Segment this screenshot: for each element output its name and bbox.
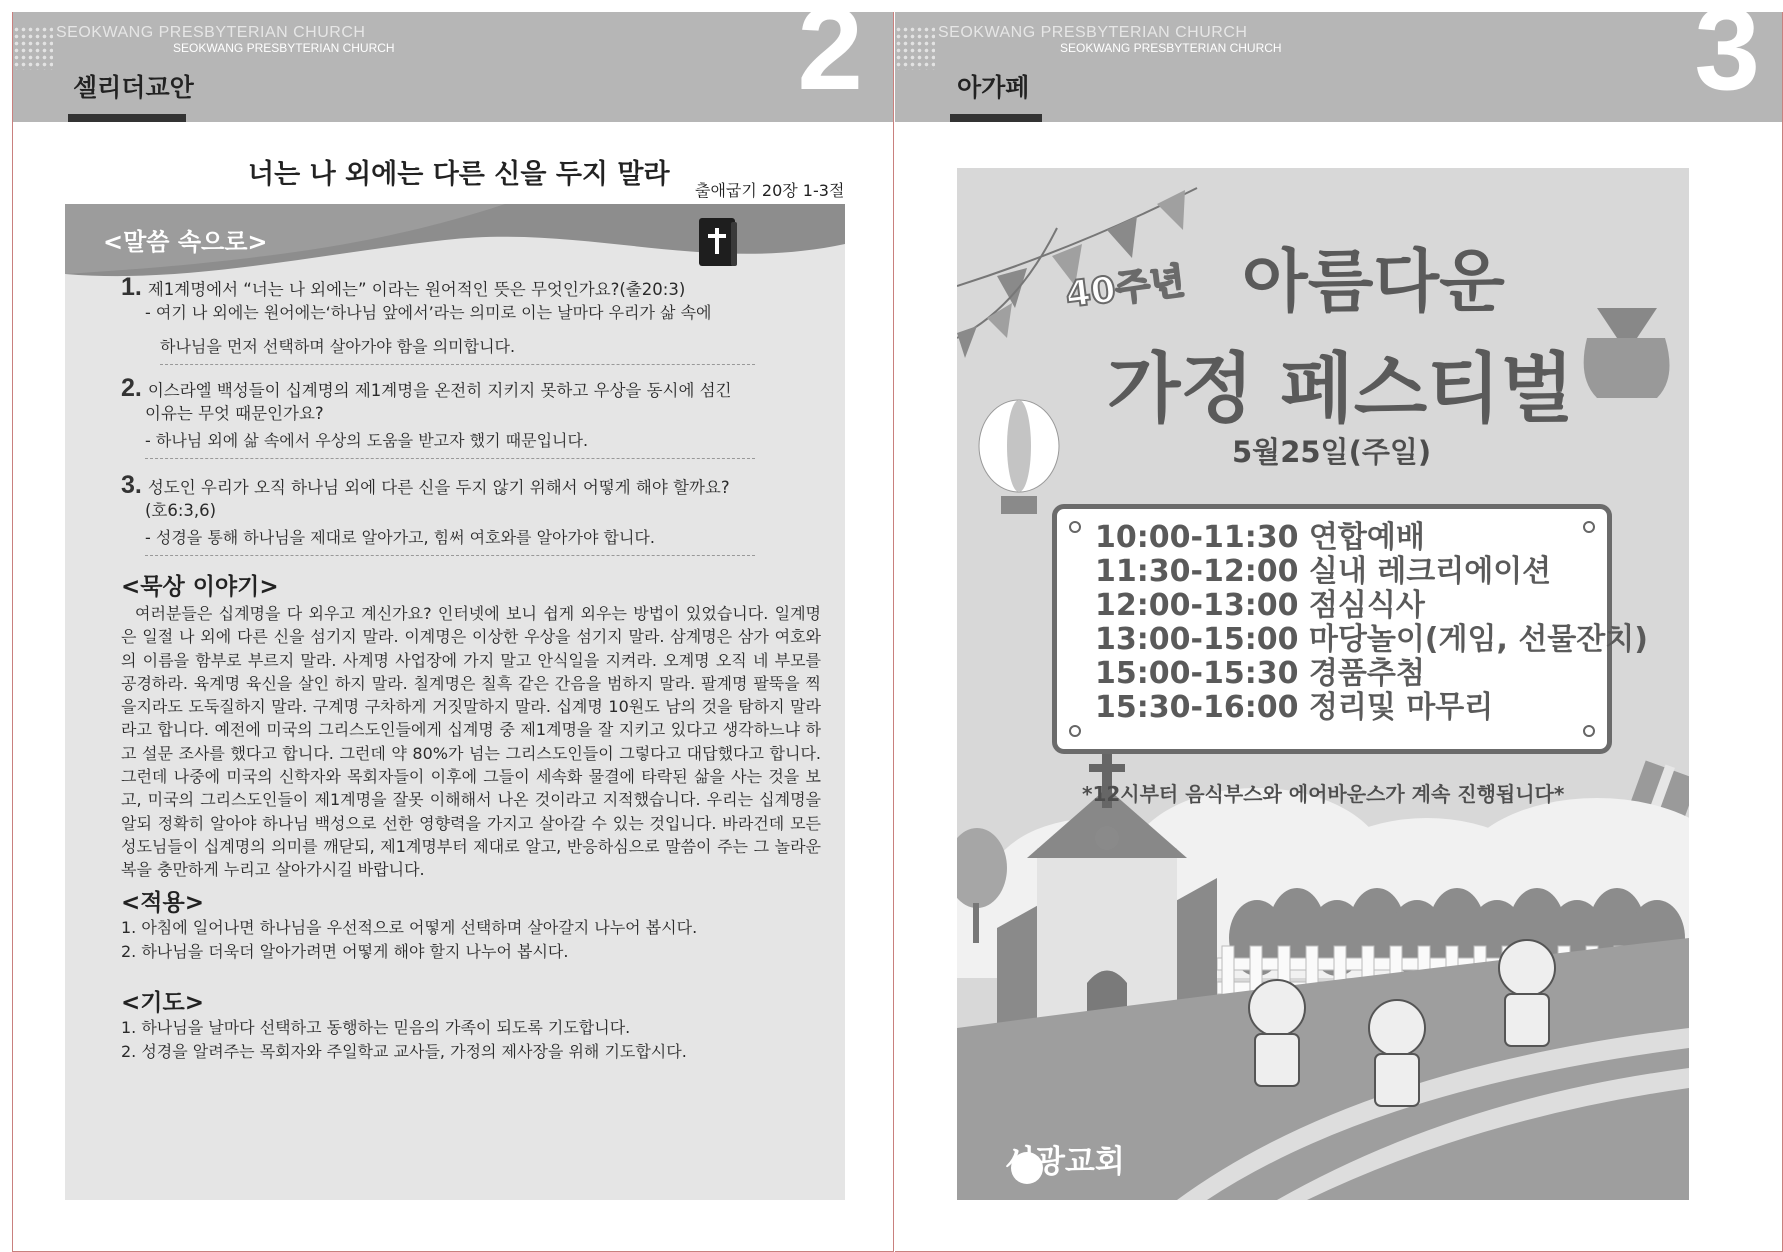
question-2 <box>121 374 732 402</box>
schedule-item: 15:30-16:00 정리및 마무리 <box>1095 690 1494 725</box>
answer-line: 하나님을 먼저 선택하며 살아가야 함을 의미합니다. <box>160 330 755 365</box>
answer-line: - 성경을 통해 하나님을 제대로 알아가고, 힘써 여호와를 알아가야 합니다. <box>145 521 755 556</box>
page-header <box>895 0 1782 122</box>
festival-poster <box>957 168 1689 1200</box>
question-number: 2. <box>121 374 142 402</box>
title-underline <box>68 114 186 122</box>
church-name: SEOKWANG PRESBYTERIAN CHURCH <box>56 24 366 41</box>
story-text: 여러분들은 십계명을 다 외우고 계신가요? 인터넷에 보니 쉽게 외우는 방법이 있었습니다. 일계명은 일절 나 외에 다른 신을 섬기지 말라. 이계명은 이상한 우상을 섬기지 말라. 삼계명은 삼가 여호와의 이름을 함부로 부르지 말라. 사계명 사업장에 가지 말고 안식일을 지켜라. 오계명 오직 네 부모를 공경하라. 육계명 육신을 살인 하지 말라. 칠계명은 칠흑 같은 간음을 범하지 말라. 팔계명 팔뚝을 찍을지라도 도둑질하지 말라. 구계명 구차하게 거짓말하지 말라. 십계명 10원도 남의 것을 탐하지 말라라고 합니다. 예전에 미국의 그리스도인들에게 십계명 중 제1계명을 잘 지키고 있다고 생각하느냐 하고 설문 조사를 했다고 합니다. 그런데 약 80%가 넘는 그리스도인들이 그렇다고 대답했다고 합니다. 그런데 나중에 미국의 신학자와 목회자들이 이후에 그들이 세속화 물결에 타락된 삶을 사는 것을 보고, 미국의 그리스도인들이 제1계명을 잘못 이해해서 나온 것이라고 지적했습니다. 우리는 십계명을 알되 정확히 알아야 하나님 백성으로 선한 영향력을 가지고 살아갈 수 있는 것입니다. 바라건데 모든 성도님들이 십계명의 의미를 깨닫되, 제1계명부터 제대로 알고, 반응하심으로 말씀이 주는 그 놀라운 복을 충만하게 누리고 살아가시길 바랍니다. <box>121 604 821 880</box>
festival-title-line2: 가정 페스티벌 <box>1107 344 1574 433</box>
story-title: <묵상 이야기> <box>121 574 279 600</box>
anniversary-badge: 40주년 <box>1063 260 1188 317</box>
question-text: 제1계명에서 “너는 나 외에는” 이라는 원어적인 뜻은 무엇인가요?(출20:3) <box>147 280 686 299</box>
title-underline <box>950 114 1042 122</box>
question-text-cont: (호6:3,6) <box>145 501 217 520</box>
lesson-content <box>65 204 845 1200</box>
header-dots <box>895 26 935 70</box>
bible-icon <box>695 214 739 270</box>
church-name: SEOKWANG PRESBYTERIAN CHURCH <box>938 24 1248 41</box>
schedule-item: 11:30-12:00 실내 레크리에이션 <box>1095 554 1552 589</box>
question-number: 1. <box>121 273 142 301</box>
header-dots <box>13 26 53 70</box>
right-page <box>895 0 1783 1252</box>
festival-notice: *12시부터 음식부스와 에어바운스가 계속 진행됩니다* <box>1082 782 1565 806</box>
schedule-item: 12:00-13:00 점심식사 <box>1095 588 1425 623</box>
apply-title: <적용> <box>121 890 204 916</box>
screw-icon <box>1583 521 1595 533</box>
apply-item: 1. 아침에 일어나면 하나님을 우선적으로 어떻게 선택하며 살아갈지 나누어 봅시다. <box>121 918 698 937</box>
answer-line: - 하나님 외에 삶 속에서 우상의 도움을 받고자 했기 때문입니다. <box>145 424 755 459</box>
apply-item: 2. 하나님을 더욱더 알아가려면 어떻게 해야 할지 나누어 봅시다. <box>121 942 569 961</box>
page-header <box>13 0 893 122</box>
prayer-item: 1. 하나님을 날마다 선택하고 동행하는 믿음의 가족이 되도록 기도합니다. <box>121 1018 631 1037</box>
question-3 <box>121 471 730 499</box>
page-number: 3 <box>1694 0 1760 115</box>
prayer-title: <기도> <box>121 990 204 1016</box>
question-text: 성도인 우리가 오직 하나님 외에 다른 신을 두지 않기 위해서 어떻게 해야 할까요? <box>147 478 730 497</box>
section-title: 아가페 <box>957 73 1030 102</box>
festival-title-line1: 아름다운 <box>1242 243 1505 322</box>
screw-icon <box>1069 521 1081 533</box>
answer-line: - 여기 나 외에는 원어에는‘하나님 앞에서’라는 의미로 이는 날마다 우리가 삶 속에 <box>145 303 712 322</box>
church-name-small: SEOKWANG PRESBYTERIAN CHURCH <box>1060 41 1282 55</box>
lesson-heading: 너는 나 외에는 다른 신을 두지 말라 <box>248 159 670 190</box>
screw-icon <box>1583 725 1595 737</box>
schedule-item: 15:00-15:30 경품추첨 <box>1095 656 1425 691</box>
banner-label: <말씀 속으로> <box>103 228 268 256</box>
page-number: 2 <box>797 0 863 115</box>
prayer-item: 2. 성경을 알려주는 목회자와 주일학교 교사들, 가정의 제사장을 위해 기도합시다. <box>121 1042 687 1061</box>
scripture-reference: 출애굽기 20장 1-3절 <box>695 181 845 200</box>
festival-date: 5월25일(주일) <box>1232 435 1432 469</box>
schedule-item: 10:00-11:30 연합예배 <box>1095 520 1425 555</box>
church-logo: 서광교회 <box>1005 1144 1125 1180</box>
schedule-board <box>1052 504 1648 754</box>
question-number: 3. <box>121 471 142 499</box>
church-name-small: SEOKWANG PRESBYTERIAN CHURCH <box>173 41 395 55</box>
question-text-cont: 이유는 무엇 때문인가요? <box>145 404 324 423</box>
screw-icon <box>1069 725 1081 737</box>
left-page <box>12 0 894 1252</box>
schedule-item: 13:00-15:00 마당놀이(게임, 선물잔치) <box>1095 622 1648 657</box>
section-title: 셀리더교안 <box>73 73 194 102</box>
question-text: 이스라엘 백성들이 십계명의 제1계명을 온전히 지키지 못하고 우상을 동시에 섬긴 <box>147 381 732 400</box>
